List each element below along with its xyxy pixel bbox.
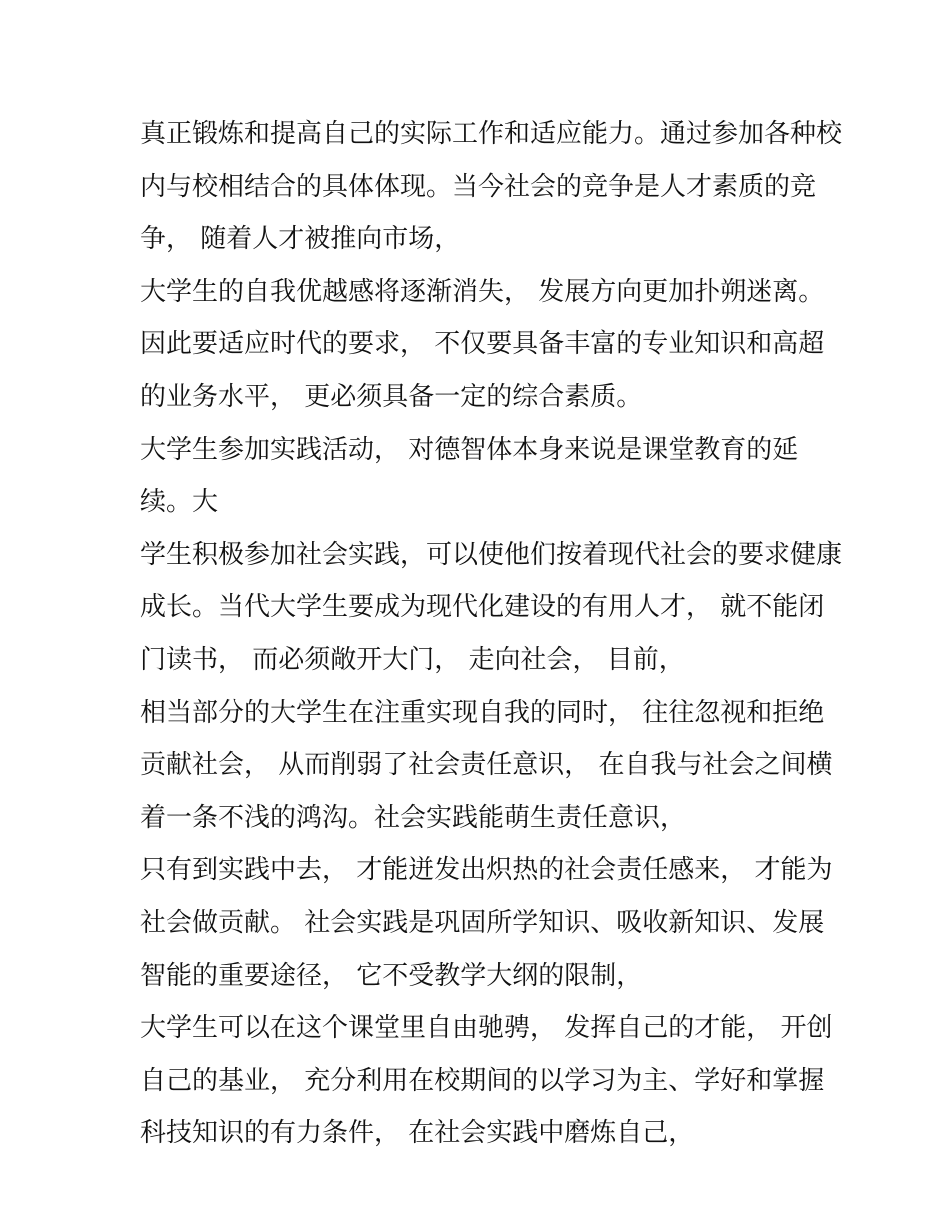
text-line: 续。大 — [140, 487, 219, 518]
text-line: 自己的基业， 充分利用在校期间的以学习为主、学好和掌握 — [140, 1065, 825, 1096]
text-line: 成长。当代大学生要成为现代化建设的有用人才， 就不能闭 — [140, 592, 825, 623]
text-line: 相当部分的大学生在注重实现自我的同时， 往往忽视和拒绝 — [140, 697, 825, 728]
text-line: 真正锻炼和提高自己的实际工作和适应能力。通过参加各种校 — [140, 119, 843, 149]
body-text — [140, 108, 843, 1160]
text-line: 贡献社会， 从而削弱了社会责任意识， 在自我与社会之间横 — [140, 750, 833, 781]
text-line: 只有到实践中去， 才能迸发出炽热的社会责任感来， 才能为 — [140, 855, 833, 886]
text-line: 社会做贡献。 社会实践是巩固所学知识、吸收新知识、发展 — [140, 907, 825, 938]
text-line: 门读书， 而必须敞开大门， 走向社会， 目前， — [140, 644, 685, 675]
text-line: 学生积极参加社会实践，可以使他们按着现代社会的要求健康 — [140, 539, 843, 570]
text-line: 着一条不浅的鸿沟。社会实践能萌生责任意识， — [140, 802, 687, 833]
text-line: 智能的重要途径， 它不受教学大纲的限制， — [140, 960, 643, 991]
text-line: 科技知识的有力条件， 在社会实践中磨炼自己， — [140, 1118, 695, 1149]
text-line: 争， 随着人才被推向市场， — [140, 224, 461, 255]
text-line: 大学生的自我优越感将逐渐消失， 发展方向更加扑朔迷离。 — [140, 276, 825, 307]
text-line: 内与校相结合的具体体现。当今社会的竞争是人才素质的竞 — [140, 171, 817, 202]
text-line: 因此要适应时代的要求， 不仅要具备丰富的专业知识和高超 — [140, 329, 825, 360]
text-line: 大学生参加实践活动， 对德智体本身来说是课堂教育的延 — [140, 434, 799, 465]
text-line: 的业务水平， 更必须具备一定的综合素质。 — [140, 381, 643, 412]
text-line: 大学生可以在这个课堂里自由驰骋， 发挥自己的才能， 开创 — [140, 1013, 833, 1044]
